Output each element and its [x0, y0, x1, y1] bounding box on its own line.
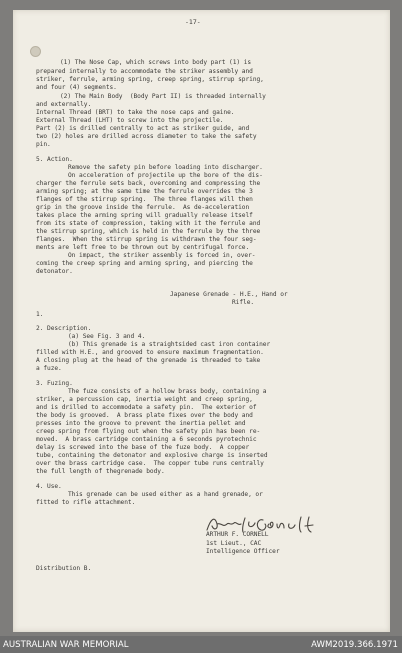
- text-line: The fuze consists of a hollow brass body, containing a: [68, 388, 267, 395]
- text-line: over the brass cartridge case. The copper tube runs centrally: [36, 460, 264, 467]
- text-line: Rifle.: [232, 299, 255, 306]
- text-line: filled with H.E., and grooved to ensure maximum fragmentation.: [36, 349, 264, 356]
- text-line: charger the ferrule sets back, overcoming and compressing the: [36, 180, 261, 187]
- text-line: grip in the groove inside the ferrule. As de-acceleration: [36, 204, 250, 211]
- text-line: ments are left free to be thrown out by centrifugal force.: [36, 244, 250, 251]
- text-line: (b) This grenade is a straightsided cast iron container: [68, 341, 271, 348]
- text-line: ARTHUR F. CORNELL: [206, 531, 269, 538]
- text-line: fitted to rifle attachment.: [36, 499, 136, 506]
- text-line: striker, ferrule, arming spring, creep spring, stirrup spring,: [36, 76, 264, 83]
- text-line: striker, a percussion cap, inertia weight and creep spring,: [36, 396, 253, 403]
- text-line: flanges of the stirrup spring. The three flanges will then: [36, 196, 253, 203]
- text-line: (2) The Main Body (Body Part II) is threaded internally: [60, 93, 266, 100]
- text-line: External Thread (LHT) to screw into the projectile.: [36, 117, 224, 124]
- text-line: arming spring; at the same time the ferrule overrides the 3: [36, 188, 253, 195]
- archive-footer: [0, 636, 402, 653]
- page-number: -17-: [185, 18, 201, 26]
- text-line: 5. Action.: [36, 156, 73, 163]
- text-line: 3. Fuzing.: [36, 380, 73, 387]
- text-line: two (2) holes are drilled across diameter to take the safety: [36, 133, 257, 140]
- text-line: Japanese Grenade - H.E., Hand or: [170, 291, 288, 298]
- text-line: and externally.: [36, 101, 92, 108]
- text-line: On acceleration of projectile up the bore of the dis-: [68, 172, 263, 179]
- text-line: prepared internally to accommodate the striker assembly and: [36, 68, 253, 75]
- text-line: Distribution B.: [36, 565, 92, 572]
- handwritten-signature: [205, 514, 335, 536]
- text-line: Remove the safety pin before loading into discharger.: [68, 164, 263, 171]
- text-line: This grenade can be used either as a hand grenade, or: [68, 491, 263, 498]
- text-line: (a) See Fig. 3 and 4.: [68, 333, 146, 340]
- text-line: 1st Lieut., CAC: [206, 540, 262, 547]
- text-line: A closing plug at the head of the grenade is threaded to take: [36, 357, 261, 364]
- text-line: the full length of thegrenade body.: [36, 468, 165, 475]
- text-line: delay is screwed into the base of the fuze body. A copper: [36, 444, 250, 451]
- text-line: moved. A brass cartridge containing a 6 seconds pyrotechnic: [36, 436, 257, 443]
- text-line: presses into the groove to prevent the inertia pellet and: [36, 420, 246, 427]
- text-line: creep spring from flying out when the safety pin has been re-: [36, 428, 261, 435]
- text-line: Part (2) is drilled centrally to act as striker guide, and: [36, 125, 250, 132]
- punch-hole-mark: [30, 46, 41, 57]
- text-line: 1.: [36, 311, 44, 318]
- text-line: and is drilled to accommodate a safety pin. The exterior of: [36, 404, 257, 411]
- text-line: the stirrup spring, which is held in the ferrule by the three: [36, 228, 261, 235]
- text-line: On impact, the striker assembly is forced in, over-: [68, 252, 256, 259]
- text-line: tube, containing the detonator and explosive charge is inserted: [36, 452, 268, 459]
- text-line: the body is grooved. A brass plate fixes over the body and: [36, 412, 253, 419]
- record-id: AWM2019.366.1971: [311, 640, 398, 650]
- text-line: Intelligence Officer: [206, 548, 280, 555]
- text-line: pin.: [36, 141, 51, 148]
- text-line: flanges. When the stirrup spring is withdrawn the four seg-: [36, 236, 257, 243]
- text-line: and four (4) segments.: [36, 84, 117, 91]
- text-line: 4. Use.: [36, 483, 62, 490]
- text-line: a fuze.: [36, 365, 62, 372]
- text-line: takes place the arming spring will gradually release itself: [36, 212, 253, 219]
- text-line: from its state of compression, taking with it the ferrule and: [36, 220, 261, 227]
- text-line: Internal Thread (BRT) to take the nose caps and gaine.: [36, 109, 235, 116]
- text-line: detonator.: [36, 268, 73, 275]
- text-line: 2. Description.: [36, 325, 92, 332]
- archive-name: AUSTRALIAN WAR MEMORIAL: [3, 640, 129, 650]
- text-line: (1) The Nose Cap, which screws into body part (1) is: [60, 59, 252, 66]
- text-line: coming the creep spring and arming spring, and piercing the: [36, 260, 253, 267]
